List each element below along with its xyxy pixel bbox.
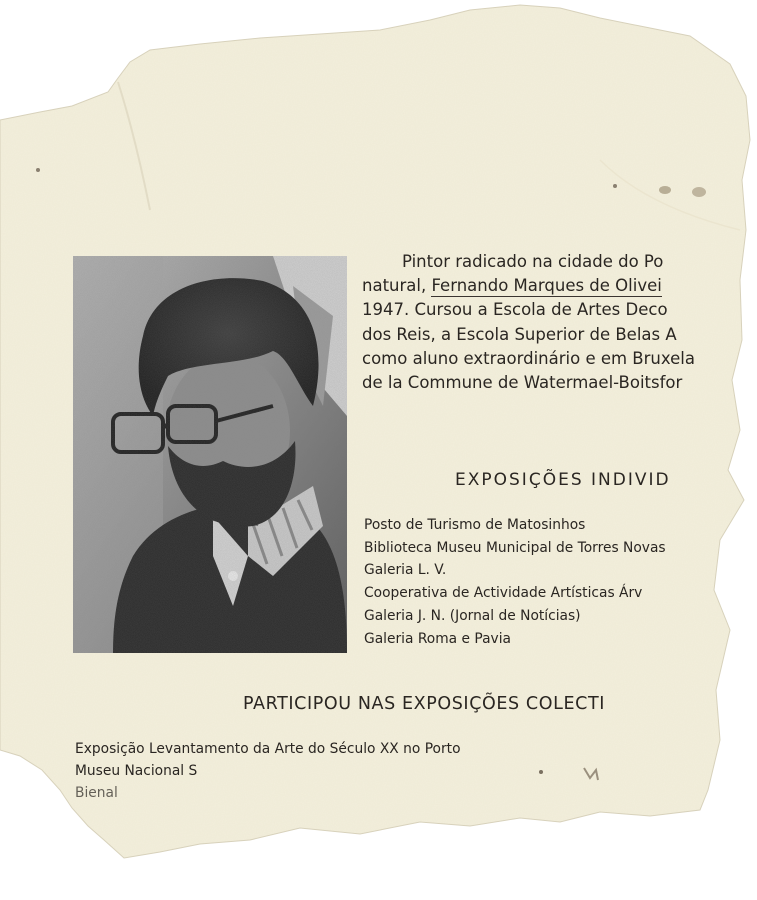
biography-paragraph: [362, 250, 734, 395]
list-item: Galeria L. V.: [364, 562, 447, 579]
bio-line: Pintor radicado na cidade do Po: [402, 252, 664, 271]
collective-exhibitions-list: [75, 738, 515, 792]
bio-line: dos Reis, a Escola Superior de Belas A: [362, 324, 677, 344]
list-item: Exposição Levantamento da Arte do Século XX no Porto: [75, 741, 461, 757]
bio-line: como aluno extraordinário e em Bruxela: [362, 348, 695, 368]
paper-spot: [36, 168, 40, 172]
list-item: Posto de Turismo de Matosinhos: [364, 517, 586, 533]
collective-exhibitions-heading: PARTICIPOU NAS EXPOSIÇÕES COLECTI: [243, 694, 605, 714]
list-item: Cooperativa de Actividade Artísticas Árv: [364, 585, 643, 602]
list-item: Biblioteca Museu Municipal de Torres Novas: [364, 539, 666, 556]
individual-exhibitions-list: [364, 514, 704, 650]
list-item: [75, 782, 135, 792]
bio-line: 1947. Cursou a Escola de Artes Deco: [362, 300, 668, 320]
individual-exhibitions-heading: EXPOSIÇÕES INDIVID: [455, 470, 671, 490]
list-item: Galeria Roma e Pavia: [364, 630, 511, 647]
artist-name: Fernando Marques de Olivei: [431, 276, 662, 296]
bio-line: [362, 274, 734, 298]
bio-line: de la Commune de Watermael-Boitsfor: [362, 373, 683, 393]
paper-spot: [613, 184, 617, 188]
bio-line-prefix: natural,: [362, 276, 432, 296]
list-item: Galeria J. N. (Jornal de Notícias): [364, 607, 581, 624]
artist-portrait-photo: [73, 256, 347, 653]
list-item: Museu Nacional S: [75, 763, 198, 779]
